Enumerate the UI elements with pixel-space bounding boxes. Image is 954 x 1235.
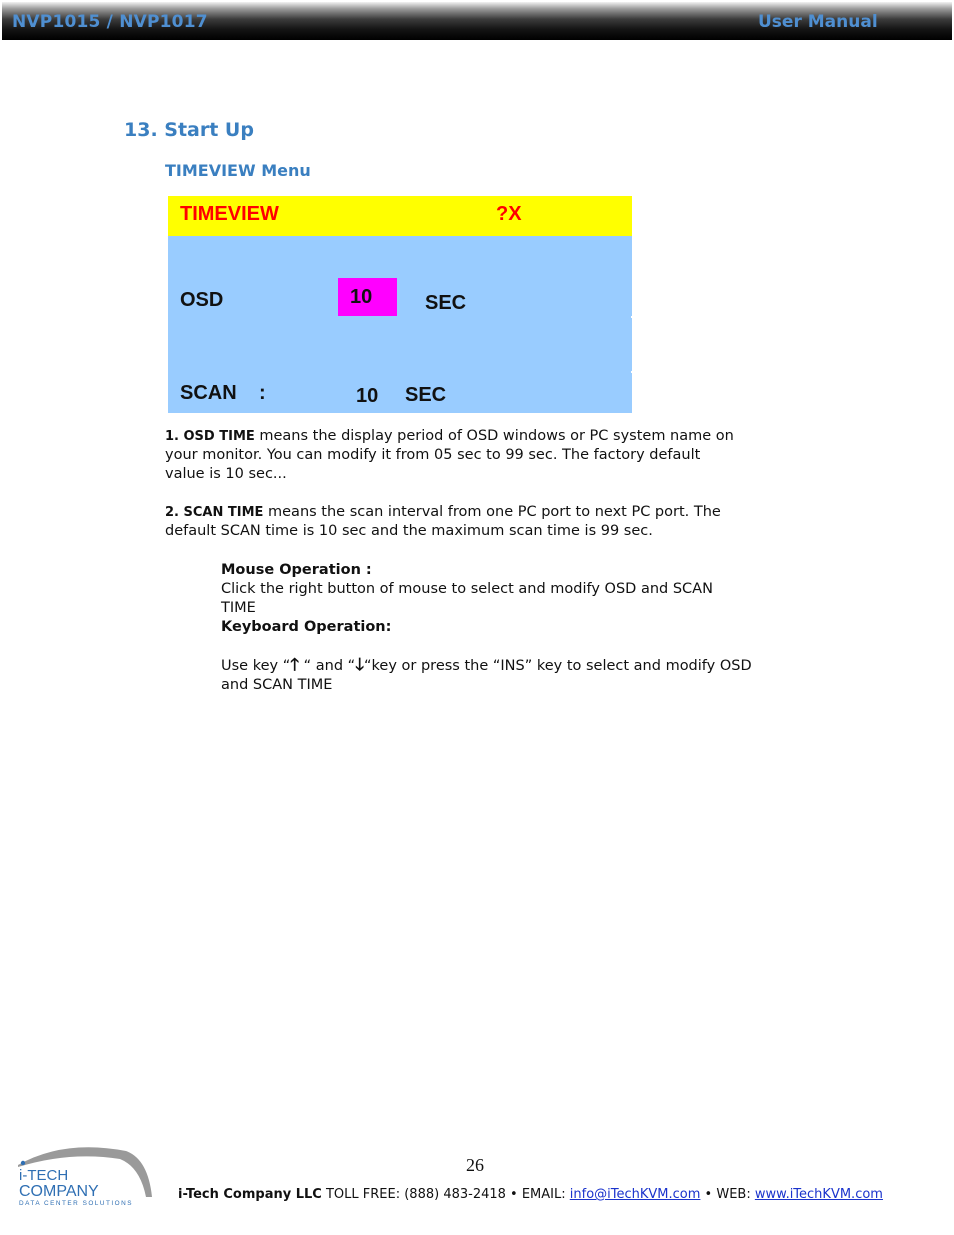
footer-tollfree: TOLL FREE: (888) 483-2418 • EMAIL: (321, 1187, 570, 1202)
scan-time-paragraph (165, 503, 721, 541)
footer-company-name: i-Tech Company LLC (178, 1187, 322, 1202)
logo-text-tagline: DATA CENTER SOLUTIONS (19, 1200, 133, 1207)
page-number: 26 (466, 1155, 484, 1175)
keyboard-operation-part: Use key “ (221, 658, 291, 674)
footer-web-link[interactable]: www.iTechKVM.com (754, 1187, 883, 1202)
keyboard-operation-label: Keyboard Operation: (221, 619, 392, 635)
header-bar (2, 2, 952, 40)
osd-time-label: OSD (180, 289, 224, 311)
manual-label: User Manual (758, 12, 878, 32)
scan-time-colon: : (259, 382, 266, 404)
scan-time-value: 10 (356, 385, 379, 407)
sub-heading: TIMEVIEW Menu (165, 161, 311, 180)
osd-header (168, 196, 632, 236)
osd-time-value-box (338, 278, 397, 316)
keyboard-operation-line: and SCAN TIME (221, 677, 333, 693)
keyboard-operation-text (221, 656, 752, 695)
logo-text-itech: i-TECH (19, 1167, 69, 1184)
osd-divider (631, 316, 632, 318)
scan-time-line: means the scan interval from one PC port to next PC port. The (263, 504, 721, 520)
osd-time-lead: 1. OSD TIME (165, 429, 255, 444)
timeview-osd-panel (168, 196, 632, 413)
logo-text-company: COMPANY (19, 1183, 99, 1200)
keyboard-operation-part: “key or press the “INS” key to select and modify OSD (364, 658, 752, 674)
osd-time-line: your monitor. You can modify it from 05 sec to 99 sec. The factory default (165, 447, 701, 463)
osd-time-paragraph (165, 427, 734, 484)
osd-time-line: value is 10 sec... (165, 466, 287, 482)
mouse-operation-line: Click the right button of mouse to select and modify OSD and SCAN (221, 581, 713, 597)
osd-time-line: means the display period of OSD windows or PC system name on (254, 428, 734, 444)
scan-time-label: SCAN (180, 382, 237, 404)
mouse-operation-text (221, 580, 713, 618)
osd-time-unit: SEC (425, 292, 467, 314)
arrow-down-icon: 🡓 (355, 655, 365, 675)
osd-time-value: 10 (350, 286, 373, 308)
keyboard-operation-part: “ and “ (299, 658, 356, 674)
osd-title: TIMEVIEW (180, 203, 279, 225)
scan-time-lead: 2. SCAN TIME (165, 505, 264, 520)
osd-help-close: ?X (496, 203, 522, 225)
footer-web-label: • WEB: (700, 1187, 755, 1202)
osd-divider (631, 371, 632, 373)
footer-email-link[interactable]: info@iTechKVM.com (569, 1187, 701, 1202)
scan-time-line: default SCAN time is 10 sec and the maximum scan time is 99 sec. (165, 523, 653, 539)
itech-company-logo (14, 1145, 156, 1209)
scan-time-unit: SEC (405, 384, 447, 406)
mouse-operation-line: TIME (221, 600, 256, 616)
document-title: NVP1015 / NVP1017 (12, 12, 208, 32)
footer-contact (178, 1187, 883, 1202)
section-heading: 13. Start Up (124, 119, 254, 141)
arrow-up-icon: 🡑 (290, 655, 300, 675)
mouse-operation-label: Mouse Operation : (221, 562, 372, 578)
